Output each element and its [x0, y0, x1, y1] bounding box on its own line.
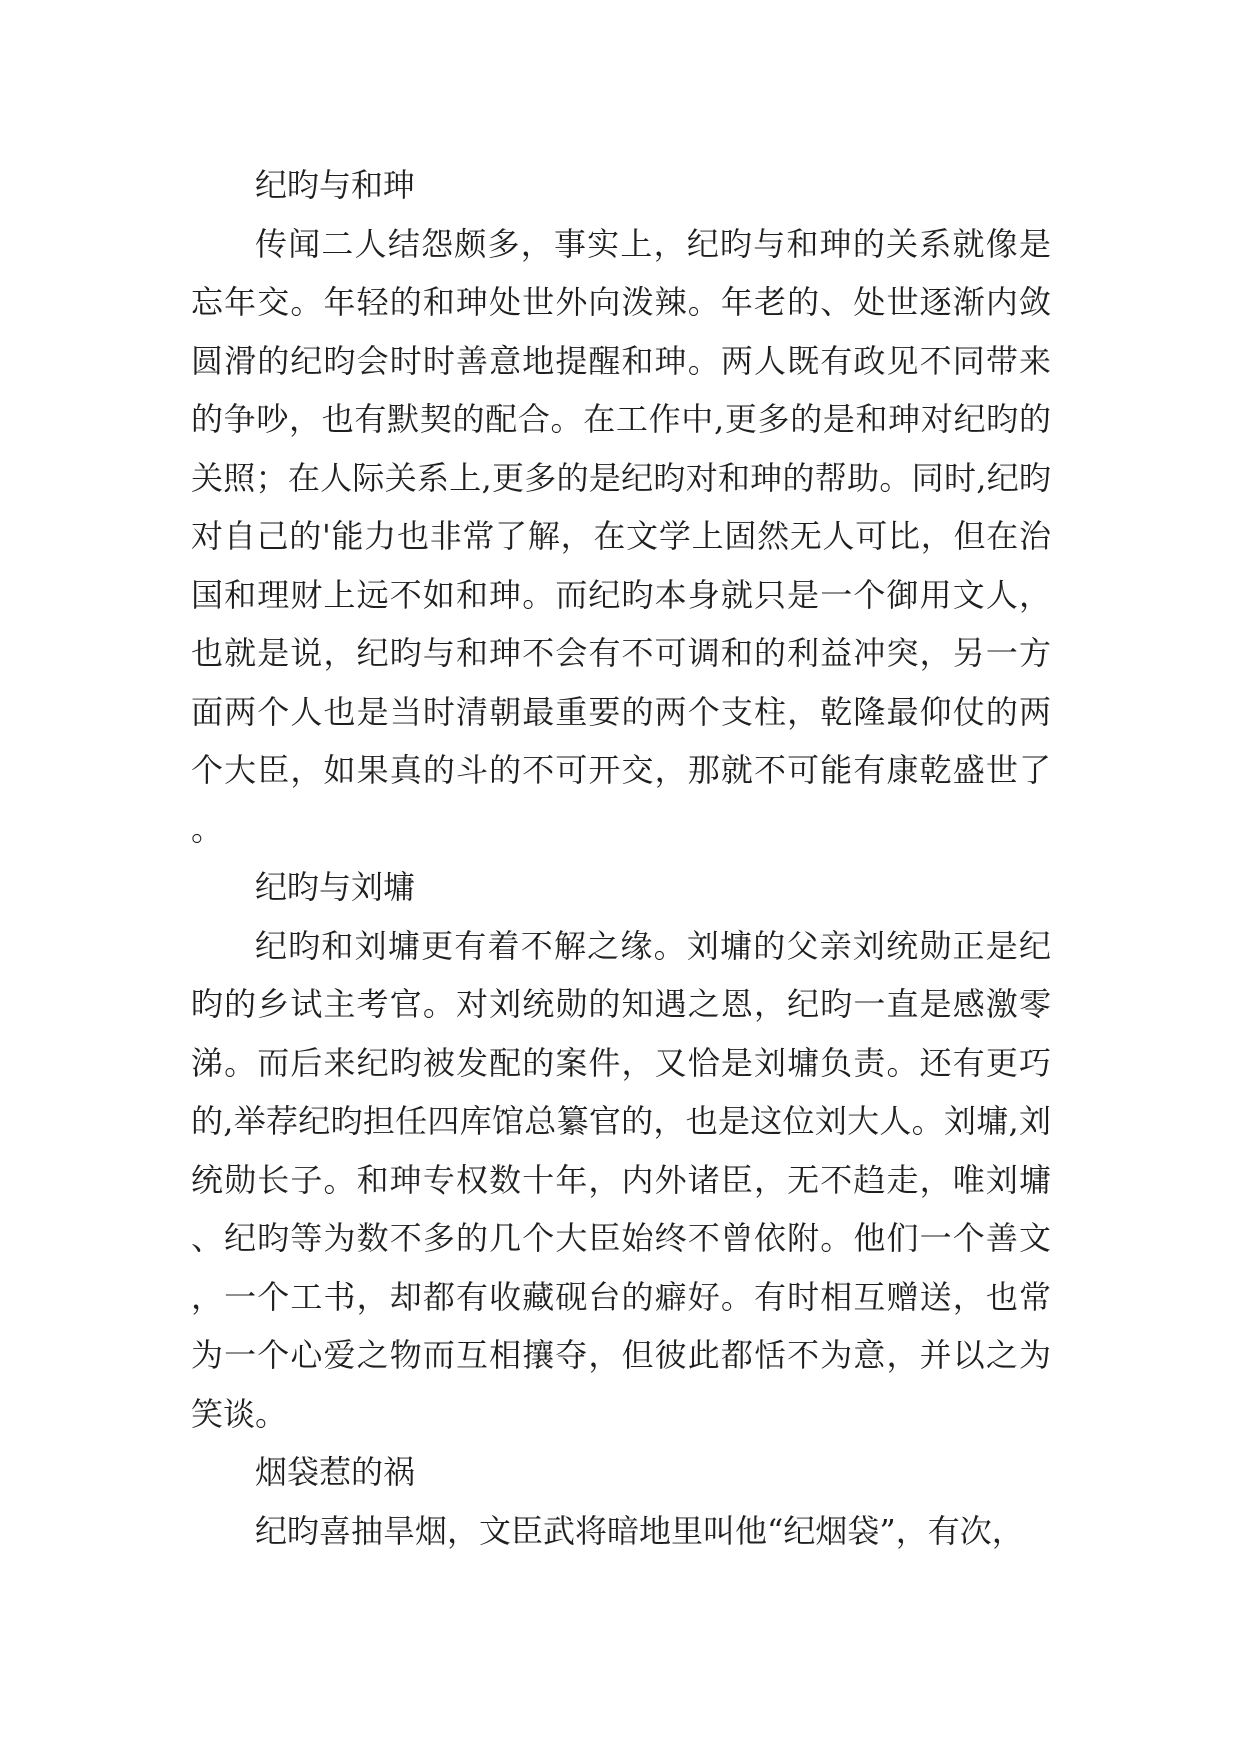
- document-body: [191, 156, 1051, 1560]
- section-heading-pipe-trouble: 烟袋惹的祸: [255, 1453, 416, 1491]
- body-paragraph: 纪昀和刘墉更有着不解之缘。刘墉的父亲刘统勋正是纪昀的乡试主考官。对刘统勋的知遇之恩，纪昀一直是感激零涕。而后来纪昀被发配的案件，又恰是刘墉负责。还有更巧的,举荐纪昀担任四库馆总纂官的，也是这位刘大人。刘墉,刘统勋长子。和珅专权数十年，内外诸臣，无不趋走，唯刘墉、纪昀等为数不多的几个大臣始终不曾依附。他们一个善文，一个工书，却都有收藏砚台的癖好。有时相互赠送，也常为一个心爱之物而互相攘夺，但彼此都恬不为意，并以之为笑谈。: [191, 926, 1051, 1433]
- body-paragraph: 传闻二人结怨颇多，事实上，纪昀与和珅的关系就像是忘年交。年轻的和珅处世外向泼辣。年老的、处世逐渐内敛圆滑的纪昀会时时善意地提醒和珅。两人既有政见不同带来的争吵，也有默契的配合。在工作中,更多的是和珅对纪昀的关照；在人际关系上,更多的是纪昀对和珅的帮助。同时,纪昀对自己的'能力也非常了解，在文学上固然无人可比，但在治国和理财上远不如和珅。而纪昀本身就只是一个御用文人，也就是说，纪昀与和珅不会有不可调和的利益冲突，另一方面两个人也是当时清朝最重要的两个支柱，乾隆最仰仗的两个大臣，如果真的斗的不可开交，那就不可能有康乾盛世了。: [191, 224, 1051, 848]
- body-paragraph: 纪昀喜抽旱烟，文臣武将暗地里叫他“纪烟袋”，有次，: [255, 1511, 1024, 1550]
- section-heading-ji-yun-and-heshen: 纪昀与和珅: [255, 166, 416, 204]
- section-heading-ji-yun-and-liu-yong: 纪昀与刘墉: [255, 868, 416, 906]
